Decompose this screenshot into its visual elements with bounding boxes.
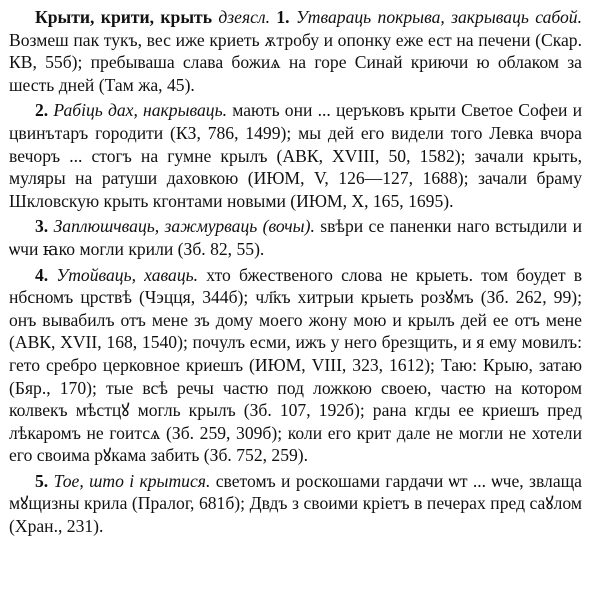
sense-citations: ѕвѣри се паненки наго встыдили и ѡчи ꙗко могли крили (Зб. 82, 55). [9, 216, 583, 259]
sense-2 [9, 99, 582, 212]
sense-gloss: Утойваць, хаваць. [56, 264, 199, 285]
sense-number: 1. [276, 7, 290, 27]
sense-number: 5. [35, 470, 49, 491]
headword: Крыти, крити, крыть [35, 7, 213, 27]
sense-5 [9, 470, 582, 538]
sense-number: 4. [35, 264, 49, 285]
sense-gloss: Рабіць дах, накрываць. [53, 100, 228, 121]
sense-number: 3. [35, 216, 49, 237]
sense-1 [9, 6, 582, 96]
sense-gloss: Заплюшчваць, зажмурваць (вочы). [53, 216, 315, 237]
sense-citations: Возмеш пак тукъ, вес иже криеть ѫтробу и опонку еже ест на печени (Скар. КВ, 55б); пребываша слава божиѧ на горе Синай криючи ю облаком за шесть дней (Там жа, 45). [9, 29, 582, 95]
sense-3 [9, 215, 582, 260]
sense-gloss: Тое, што і крытися. [53, 470, 211, 491]
sense-gloss: Утвараць покрыва, закрываць сабой. [295, 7, 582, 27]
part-of-speech: дзеясл. [218, 7, 271, 27]
sense-4 [9, 264, 582, 467]
sense-citations: хто бжественого слова не крыеть. том боудет в нбсномъ црствѣ (Чэцця, 344б); чл҃къ хитрыи крыеть розꙋмъ (Зб. 262, 99); онъ вывабилъ отъ мене зъ дому моего жону мою и крылъ дей ее отъ мене (АВК, XVII, 168, 1540); почулъ есми, ижъ у него брезщить, и я ему мовилъ: гето сребро церковное криешъ (ИЮМ, VIII, 323, 1612); Таю: Крыю, затаю (Бяр., 170); тые всѣ речы частю под ложкою своею, частю на котором колвекъ мѣстцꙋ могль крылъ (Зб. 107, 192б); рана кгды ее криешъ пред лѣкаромъ не гоитсѧ (Зб. 259, 309б); коли его крит дале не могли не хотели его своима рꙋкама забить (Зб. 752, 259). [9, 264, 582, 466]
sense-citations: мають они ... церъковъ крыти Светое Софеи и цвинътаръ городити (КЗ, 786, 1499); мы дей его видели того Левка вчора вечоръ ... стогъ на гумне крылъ (АВК, XVIII, 50, 1582); зачали крыть, муляры на ратуши даховкою (ИЮМ, V, 126—127, 1688); зачали браму Шкловскую крыть кгонтами новыми (ИЮМ, X, 165, 1695). [9, 100, 582, 211]
sense-number: 2. [35, 100, 49, 121]
sense-citations: светомъ и роскошами гардачи ѡт ... ѡче, звлаща мꙋщизны крила (Пралог, 681б); Двдъ з своими кріетъ в печерах пред саꙋлом (Хран., 231). [9, 470, 582, 537]
